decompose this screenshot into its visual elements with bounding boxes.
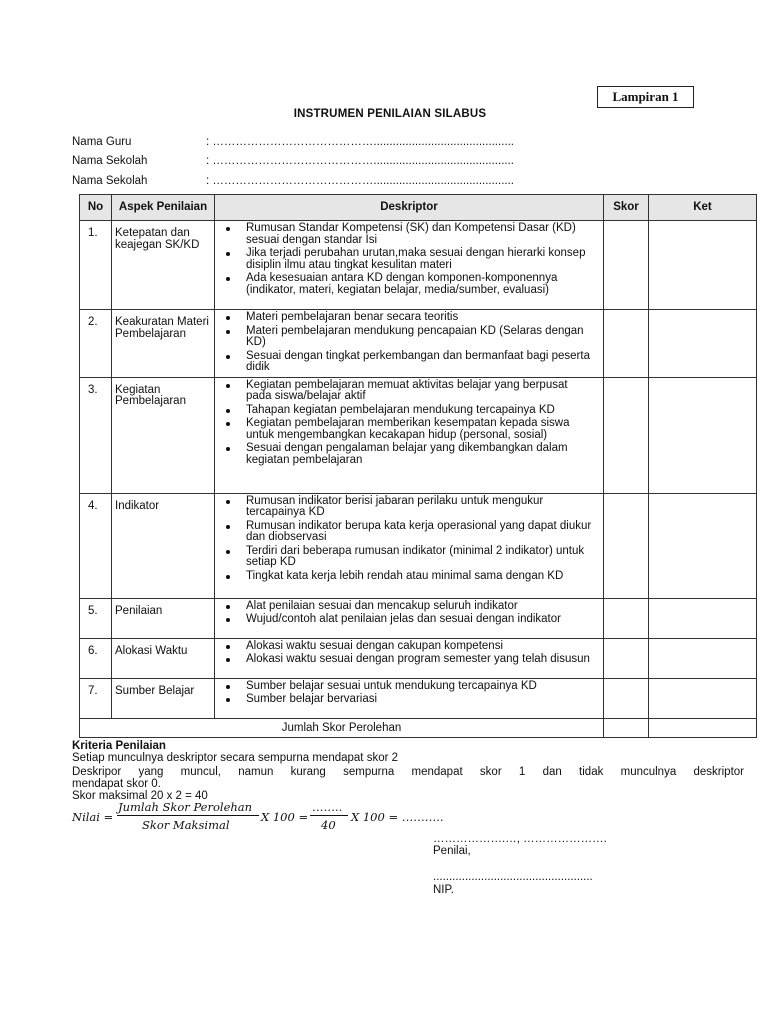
- field-label: Nama Sekolah: [72, 175, 148, 187]
- row-number: 3.: [80, 377, 112, 493]
- row-descriptors: [215, 493, 604, 598]
- formula-numerator: Jumlah Skor Perolehan: [118, 800, 253, 814]
- descriptor-item: Ada kesesuaian antara KD dengan komponen-komponennya (indikator, materi, kegiatan belajar, media/sumber, evaluasi): [225, 273, 595, 296]
- header-descriptor: Deskriptor: [215, 195, 604, 221]
- row-number: 6.: [80, 638, 112, 678]
- appendix-label: Lampiran 1: [597, 86, 694, 108]
- descriptor-item: Sesuai dengan pengalaman belajar yang dikembangkan dalam kegiatan pembelajaran: [225, 443, 595, 466]
- row-number: 5.: [80, 598, 112, 638]
- field-value: : ……………………………………............................................: [206, 136, 514, 148]
- score-cell[interactable]: [604, 310, 649, 378]
- table-row: [80, 678, 757, 718]
- descriptor-item: Terdiri dari beberapa rumusan indikator (minimal 2 indikator) untuk setiap KD: [225, 546, 595, 569]
- descriptor-item: Wujud/contoh alat penilaian jelas dan sesuai dengan indikator: [225, 614, 595, 626]
- score-cell[interactable]: [604, 678, 649, 718]
- descriptor-item: Alat penilaian sesuai dan mencakup seluruh indikator: [225, 601, 595, 613]
- row-aspect: Ketepatan dan keajegan SK/KD: [112, 221, 215, 310]
- total-label: Jumlah Skor Perolehan: [80, 718, 604, 737]
- row-aspect: Penilaian: [112, 598, 215, 638]
- fraction-bar: [117, 815, 259, 816]
- row-number: 2.: [80, 310, 112, 378]
- criteria-line-4: Skor maksimal 20 x 2 = 40: [72, 790, 208, 802]
- descriptor-item: Materi pembelajaran mendukung pencapaian KD (Selaras dengan KD): [225, 326, 595, 349]
- table-row: [80, 221, 757, 310]
- descriptor-item: Materi pembelajaran benar secara teoritis: [225, 312, 595, 324]
- row-descriptors: [215, 678, 604, 718]
- header-no: No: [80, 195, 112, 221]
- descriptor-item: Sesuai dengan tingkat perkembangan dan bermanfaat bagi peserta didik: [225, 351, 595, 374]
- table-row: [80, 638, 757, 678]
- note-cell[interactable]: [649, 638, 757, 678]
- total-score-cell[interactable]: [604, 718, 649, 737]
- criteria-title: Kriteria Penilaian: [72, 740, 166, 752]
- score-cell[interactable]: [604, 377, 649, 493]
- fraction-bar-2: [310, 815, 348, 816]
- row-number: 1.: [80, 221, 112, 310]
- formula-times: X 100 =: [261, 810, 309, 824]
- row-descriptors: [215, 310, 604, 378]
- note-cell[interactable]: [649, 598, 757, 638]
- header-score: Skor: [604, 195, 649, 221]
- score-cell[interactable]: [604, 493, 649, 598]
- descriptor-item: Rumusan indikator berupa kata kerja operasional yang dapat diukur dan diobservasi: [225, 521, 595, 544]
- row-aspect: Alokasi Waktu: [112, 638, 215, 678]
- row-aspect: Sumber Belajar: [112, 678, 215, 718]
- row-descriptors: [215, 638, 604, 678]
- criteria-line-1: Setiap munculnya deskriptor secara sempurna mendapat skor 2: [72, 752, 399, 764]
- note-cell[interactable]: [649, 493, 757, 598]
- descriptor-item: Kegiatan pembelajaran memuat aktivitas belajar yang berpusat pada siswa/belajar aktif: [225, 380, 595, 403]
- row-aspect: Kegiatan Pembelajaran: [112, 377, 215, 493]
- criteria-line-2: Deskripor yang muncul, namun kurang sempurna mendapat skor 1 dan tidak munculnya deskriptor: [72, 766, 744, 778]
- descriptor-item: Rumusan indikator berisi jabaran perilaku untuk mengukur tercapainya KD: [225, 496, 595, 519]
- note-cell[interactable]: [649, 678, 757, 718]
- descriptor-item: Alokasi waktu sesuai dengan program semester yang telah disusun: [225, 654, 595, 666]
- table-row: [80, 377, 757, 493]
- row-aspect: Indikator: [112, 493, 215, 598]
- descriptor-item: Kegiatan pembelajaran memberikan kesempatan kepada siswa untuk mengembangkan kecakapan hidup (personal, sosial): [225, 418, 595, 441]
- field-value: : ……………………………………............................................: [206, 155, 514, 167]
- signature-nip: NIP.: [433, 884, 454, 896]
- formula-lhs: Nilai =: [72, 810, 114, 824]
- formula-blank-numerator: ……..: [312, 800, 343, 814]
- table-row: [80, 493, 757, 598]
- criteria-line-3: mendapat skor 0.: [72, 778, 161, 790]
- document-title: INSTRUMEN PENILAIAN SILABUS: [293, 108, 487, 120]
- score-cell[interactable]: [604, 638, 649, 678]
- descriptor-item: Sumber belajar sesuai untuk mendukung tercapainya KD: [225, 681, 595, 693]
- table-row: [80, 598, 757, 638]
- table-header-row: [80, 195, 757, 221]
- row-descriptors: [215, 598, 604, 638]
- signature-place-date: ……………….…, ………………….: [433, 833, 607, 845]
- formula-denominator: Skor Maksimal: [142, 818, 230, 832]
- note-cell[interactable]: [649, 377, 757, 493]
- row-aspect: Keakuratan Materi Pembelajaran: [112, 310, 215, 378]
- total-note-cell[interactable]: [649, 718, 757, 737]
- header-aspect: Aspek Penilaian: [112, 195, 215, 221]
- row-descriptors: [215, 221, 604, 310]
- signature-role: Penilai,: [433, 845, 471, 857]
- row-number: 4.: [80, 493, 112, 598]
- total-row: [80, 718, 757, 737]
- descriptor-item: Alokasi waktu sesuai dengan cakupan kompetensi: [225, 641, 595, 653]
- descriptor-item: Sumber belajar bervariasi: [225, 694, 595, 706]
- signature-line: ..................................................: [433, 871, 593, 883]
- assessment-table: [79, 194, 757, 738]
- table-row: [80, 310, 757, 378]
- formula-times-2: X 100 = ………..: [351, 810, 444, 824]
- field-label: Nama Guru: [72, 136, 132, 148]
- note-cell[interactable]: [649, 221, 757, 310]
- field-label: Nama Sekolah: [72, 155, 148, 167]
- header-note: Ket: [649, 195, 757, 221]
- row-number: 7.: [80, 678, 112, 718]
- descriptor-item: Rumusan Standar Kompetensi (SK) dan Kompetensi Dasar (KD) sesuai dengan standar Isi: [225, 223, 595, 246]
- descriptor-item: Tingkat kata kerja lebih rendah atau minimal sama dengan KD: [225, 571, 595, 583]
- descriptor-item: Jika terjadi perubahan urutan,maka sesuai dengan hierarki konsep disiplin ilmu atau tingkat kesulitan materi: [225, 248, 595, 271]
- descriptor-item: Tahapan kegiatan pembelajaran mendukung tercapainya KD: [225, 405, 595, 417]
- score-cell[interactable]: [604, 221, 649, 310]
- field-value: : ……………………………………............................................: [206, 175, 514, 187]
- formula-denominator-40: 40: [321, 818, 336, 832]
- note-cell[interactable]: [649, 310, 757, 378]
- row-descriptors: [215, 377, 604, 493]
- score-cell[interactable]: [604, 598, 649, 638]
